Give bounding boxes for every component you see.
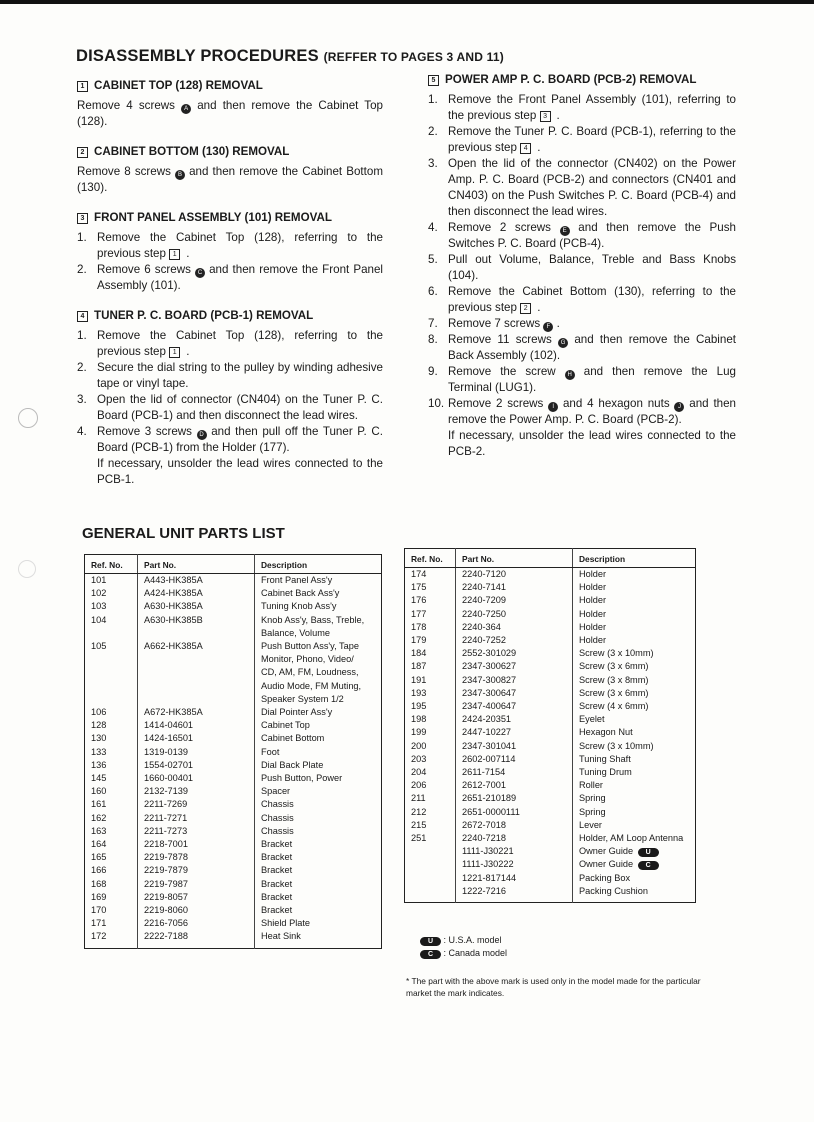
step: 2. Secure the dial string to the pulley by winding adhesive tape or vinyl tape. — [77, 361, 383, 390]
step-ref-box: 2 — [520, 303, 531, 314]
part-cell: 2447-10227 — [456, 726, 573, 739]
table-row — [85, 732, 382, 745]
part-cell: 2240-7141 — [456, 581, 573, 594]
desc-cell: Holder — [573, 594, 696, 607]
desc-cell: Screw (4 x 6mm) — [573, 700, 696, 713]
ref-cell: 168 — [91, 878, 107, 889]
part-cell: 2218-7001 — [138, 838, 255, 851]
part-cell: 2347-300647 — [456, 687, 573, 700]
desc-cell: Owner Guide C — [573, 858, 696, 871]
ref-cell: 195 — [411, 701, 427, 712]
canada-mark-icon: C — [638, 861, 659, 870]
part-cell: A443-HK385A — [138, 574, 255, 588]
desc-cell: Audio Mode, FM Muting, — [255, 680, 382, 693]
part-cell: A662-HK385A — [138, 640, 255, 653]
part-cell: 2240-7250 — [456, 608, 573, 621]
ref-cell: 199 — [411, 727, 427, 738]
ref-cell: 145 — [91, 773, 107, 784]
ref-cell: 104 — [91, 614, 107, 625]
desc-cell: Packing Box — [573, 872, 696, 885]
part-cell: 2216-7056 — [138, 917, 255, 930]
ref-cell: 212 — [411, 806, 427, 817]
table-row — [405, 779, 696, 792]
section-number-box: 3 — [77, 213, 88, 224]
desc-cell: Spacer — [255, 785, 382, 798]
desc-cell: Screw (3 x 8mm) — [573, 674, 696, 687]
desc-cell: Lever — [573, 819, 696, 832]
ref-cell: 179 — [411, 635, 427, 646]
ref-cell — [405, 858, 456, 871]
desc-cell: Holder — [573, 621, 696, 634]
ref-cell: 130 — [91, 733, 107, 744]
page-title: DISASSEMBLY PROCEDURES (REFFER TO PAGES 3 AND 11) — [76, 47, 504, 65]
part-cell: 2211-7273 — [138, 825, 255, 838]
desc-cell: Roller — [573, 779, 696, 792]
canada-mark-icon: C — [420, 950, 441, 959]
ref-cell — [405, 845, 456, 858]
ref-cell: 136 — [91, 759, 107, 770]
part-cell — [138, 653, 255, 666]
section-title: TUNER P. C. BOARD (PCB-1) REMOVAL — [94, 309, 314, 322]
section-number-box: 1 — [77, 81, 88, 92]
ref-cell: 106 — [91, 707, 107, 718]
section-number-box: 4 — [77, 311, 88, 322]
desc-cell: Heat Sink — [255, 930, 382, 943]
desc-cell: Dial Pointer Ass'y — [255, 706, 382, 719]
desc-cell: Push Button, Power — [255, 772, 382, 785]
step-ref-box: 3 — [540, 111, 551, 122]
desc-cell: Hexagon Nut — [573, 726, 696, 739]
col-header-desc: Description — [573, 549, 696, 568]
ref-cell: 166 — [91, 865, 107, 876]
screw-mark-icon: E — [560, 226, 570, 236]
part-cell: 2219-8057 — [138, 891, 255, 904]
table-row — [405, 581, 696, 594]
desc-cell: Speaker System 1/2 — [255, 693, 382, 706]
table-row — [85, 600, 382, 613]
table-row — [85, 653, 382, 666]
punch-hole-mark — [18, 560, 36, 578]
screw-mark-icon: I — [548, 402, 558, 412]
part-cell: 1424-16501 — [138, 732, 255, 745]
ref-cell: 171 — [91, 918, 107, 929]
legend — [418, 934, 507, 960]
part-cell: 1222-7216 — [456, 885, 573, 898]
parts-table-1 — [84, 554, 382, 949]
table-row — [405, 819, 696, 832]
page-title-ref: (REFFER TO PAGES 3 AND 11) — [323, 50, 504, 64]
step: 4. Remove 2 screws E and then remove the Push Switches P. C. Board (PCB-4). — [428, 221, 736, 250]
part-cell: 2240-7218 — [456, 832, 573, 845]
table-row — [85, 706, 382, 719]
desc-cell: Cabinet Bottom — [255, 732, 382, 745]
part-cell: 2219-7878 — [138, 851, 255, 864]
table-row — [85, 746, 382, 759]
table-row — [405, 885, 696, 898]
ref-cell — [85, 680, 138, 693]
ref-cell: 206 — [411, 780, 427, 791]
ref-cell: 164 — [91, 839, 107, 850]
part-cell: 2611-7154 — [456, 766, 573, 779]
ref-cell: 162 — [91, 812, 107, 823]
step: 2. Remove 6 screws C and then remove the Front Panel Assembly (101). — [77, 263, 383, 292]
desc-cell: Spring — [573, 792, 696, 805]
ref-cell: 203 — [411, 753, 427, 764]
ref-cell: 176 — [411, 595, 427, 606]
desc-cell: Chassis — [255, 798, 382, 811]
ref-cell: 204 — [411, 767, 427, 778]
part-cell: A424-HK385A — [138, 587, 255, 600]
part-cell: 1111-J30221 — [456, 845, 573, 858]
part-cell: 2651-0000111 — [456, 806, 573, 819]
table-row — [405, 608, 696, 621]
part-cell: 2219-7879 — [138, 864, 255, 877]
table-row — [85, 838, 382, 851]
part-cell: 1319-0139 — [138, 746, 255, 759]
desc-cell: Spring — [573, 806, 696, 819]
usa-mark-icon: U — [420, 937, 441, 946]
desc-cell: Push Button Ass'y, Tape — [255, 640, 382, 653]
step: 3. Open the lid of the connector (CN402) on the Power Amp. P. C. Board (PCB-2) and connectors (CN401 and CN403) on the Push Switches P. C. Board (PCB-4) and then disconnect the lead wires. — [428, 157, 736, 218]
ref-cell: 174 — [411, 569, 427, 579]
desc-cell: Holder — [573, 568, 696, 582]
ref-cell — [85, 653, 138, 666]
table-row — [85, 759, 382, 772]
desc-cell: Bracket — [255, 891, 382, 904]
step: 4. Remove 3 screws D and then pull off the Tuner P. C. Board (PCB-1) from the Holder (177). If necessary, unsolder the lead wires connected to the PCB-1. — [77, 425, 383, 486]
desc-cell: Tuning Knob Ass'y — [255, 600, 382, 613]
col-header-ref: Ref. No. — [405, 549, 456, 568]
ref-cell: 200 — [411, 740, 427, 751]
section-title: CABINET TOP (128) REMOVAL — [94, 79, 263, 92]
ref-cell: 184 — [411, 648, 427, 659]
section-3 — [77, 210, 383, 294]
nut-mark-icon: J — [674, 402, 684, 412]
table-row — [85, 851, 382, 864]
col-header-desc: Description — [255, 555, 382, 574]
desc-cell: Bracket — [255, 838, 382, 851]
ref-cell: 105 — [91, 641, 107, 652]
part-cell: 2219-8060 — [138, 904, 255, 917]
market-note: * The part with the above mark is used only in the model made for the particular market the mark indicates. — [406, 976, 701, 998]
table-row — [405, 713, 696, 726]
ref-cell: 193 — [411, 687, 427, 698]
ref-cell: 211 — [411, 793, 426, 804]
part-cell: 2651-210189 — [456, 792, 573, 805]
step: 1. Remove the Cabinet Top (128), referring to the previous step 1 . — [77, 231, 383, 260]
table-row — [405, 700, 696, 713]
desc-cell: Holder — [573, 634, 696, 647]
part-cell — [138, 693, 255, 706]
section-2 — [77, 144, 383, 196]
desc-cell: Chassis — [255, 812, 382, 825]
part-cell: 1554-02701 — [138, 759, 255, 772]
part-cell: 2240-7209 — [456, 594, 573, 607]
table-row — [85, 878, 382, 891]
table-spacer-row — [85, 944, 382, 949]
table-row — [85, 719, 382, 732]
section-title: CABINET BOTTOM (130) REMOVAL — [94, 145, 290, 158]
part-cell: 1414-04601 — [138, 719, 255, 732]
part-cell: 2347-300827 — [456, 674, 573, 687]
table-row — [405, 858, 696, 871]
table-row — [405, 806, 696, 819]
screw-mark-icon: D — [197, 430, 207, 440]
ref-cell: 170 — [91, 905, 107, 916]
step: 10. Remove 2 screws I and 4 hexagon nuts J and then remove the Power Amp. P. C. Board (PCB-2). If necessary, unsolder the lead wires connected to the PCB-2. — [428, 397, 737, 458]
ref-cell: 175 — [411, 582, 427, 593]
usa-mark-icon: U — [638, 848, 659, 857]
col-header-ref: Ref. No. — [85, 555, 138, 574]
desc-cell: Chassis — [255, 825, 382, 838]
table-row — [85, 574, 382, 588]
table-row — [85, 917, 382, 930]
section-text: Remove 8 screws B and then remove the Cabinet Bottom (130). — [77, 165, 383, 194]
punch-hole-mark — [18, 408, 38, 428]
legend-canada: C : Canada model — [418, 947, 507, 960]
right-column — [428, 72, 736, 474]
parts-table-2 — [404, 548, 696, 903]
table-spacer-row — [405, 898, 696, 903]
table-row — [405, 753, 696, 766]
part-cell: 2240-7252 — [456, 634, 573, 647]
desc-cell: Bracket — [255, 864, 382, 877]
step: 6. Remove the Cabinet Bottom (130), referring to the previous step 2 . — [428, 285, 736, 314]
table-row — [405, 740, 696, 753]
step: 1. Remove the Front Panel Assembly (101), referring to the previous step 3 . — [428, 93, 736, 122]
ref-cell: 163 — [91, 825, 107, 836]
col-header-part: Part No. — [138, 555, 255, 574]
part-cell: 2602-007114 — [456, 753, 573, 766]
ref-cell: 187 — [411, 661, 427, 672]
part-cell: 2347-301041 — [456, 740, 573, 753]
part-cell: A630-HK385B — [138, 614, 255, 627]
table-row — [405, 726, 696, 739]
screw-mark-icon: G — [558, 338, 568, 348]
step-ref-box: 4 — [520, 143, 531, 154]
table-row — [85, 891, 382, 904]
step: 8. Remove 11 screws G and then remove the Cabinet Back Assembly (102). — [428, 333, 736, 362]
desc-cell: Balance, Volume — [255, 627, 382, 640]
ref-cell: 251 — [411, 833, 427, 844]
ref-cell: 177 — [411, 608, 427, 619]
part-cell: 2347-300627 — [456, 660, 573, 673]
part-cell — [138, 680, 255, 693]
step-ref-box: 1 — [169, 347, 180, 358]
table-row — [85, 680, 382, 693]
desc-cell: Packing Cushion — [573, 885, 696, 898]
part-cell: 2612-7001 — [456, 779, 573, 792]
legend-usa: U : U.S.A. model — [418, 934, 507, 947]
top-rule — [0, 0, 814, 4]
screw-mark-icon: F — [543, 322, 553, 332]
desc-cell: Holder, AM Loop Antenna — [573, 832, 696, 845]
part-cell: 2211-7269 — [138, 798, 255, 811]
desc-cell: Shield Plate — [255, 917, 382, 930]
ref-cell: 102 — [91, 588, 107, 599]
desc-cell: Monitor, Phono, Video/ — [255, 653, 382, 666]
step: 7. Remove 7 screws F . — [428, 317, 560, 330]
part-cell: 2211-7271 — [138, 812, 255, 825]
table-row — [405, 594, 696, 607]
ref-cell: 133 — [91, 746, 107, 757]
col-header-part: Part No. — [456, 549, 573, 568]
table-row — [405, 647, 696, 660]
desc-cell: Eyelet — [573, 713, 696, 726]
section-5 — [428, 72, 736, 460]
ref-cell: 128 — [91, 720, 107, 731]
step: 3. Open the lid of connector (CN404) on the Tuner P. C. Board (PCB-1) and then disconnect the lead wires. — [77, 393, 383, 422]
ref-cell: 172 — [91, 931, 107, 942]
ref-cell: 215 — [411, 819, 427, 830]
part-cell: 2132-7139 — [138, 785, 255, 798]
part-cell: 2552-301029 — [456, 647, 573, 660]
table-row — [85, 930, 382, 943]
screw-mark-icon: A — [181, 104, 191, 114]
desc-cell: Cabinet Top — [255, 719, 382, 732]
desc-cell: Owner Guide U — [573, 845, 696, 858]
table-row — [405, 766, 696, 779]
table-row — [405, 872, 696, 885]
table-row — [405, 568, 696, 582]
desc-cell: Bracket — [255, 851, 382, 864]
step: 2. Remove the Tuner P. C. Board (PCB-1), referring to the previous step 4 . — [428, 125, 736, 154]
desc-cell: Holder — [573, 581, 696, 594]
desc-cell: Cabinet Back Ass'y — [255, 587, 382, 600]
desc-cell: Screw (3 x 10mm) — [573, 647, 696, 660]
part-cell: 1111-J30222 — [456, 858, 573, 871]
ref-cell: 178 — [411, 621, 427, 632]
parts-list-title: GENERAL UNIT PARTS LIST — [82, 525, 285, 542]
ref-cell: 198 — [411, 714, 427, 725]
step: 5. Pull out Volume, Balance, Treble and Bass Knobs (104). — [428, 253, 736, 282]
table-row — [85, 614, 382, 627]
screw-mark-icon: C — [195, 268, 205, 278]
ref-cell — [85, 693, 138, 706]
part-cell: 2240-7120 — [456, 568, 573, 582]
table-row — [405, 832, 696, 845]
ref-cell: 191 — [411, 674, 427, 685]
part-cell: 2347-400647 — [456, 700, 573, 713]
ref-cell — [85, 627, 138, 640]
table-row — [85, 587, 382, 600]
ref-cell: 161 — [91, 799, 107, 810]
table-row — [405, 687, 696, 700]
table-row — [85, 693, 382, 706]
part-cell: A672-HK385A — [138, 706, 255, 719]
part-cell: A630-HK385A — [138, 600, 255, 613]
step: 9. Remove the screw H and then remove the Lug Terminal (LUG1). — [428, 365, 736, 394]
part-cell: 2219-7987 — [138, 878, 255, 891]
part-cell: 2222-7188 — [138, 930, 255, 943]
desc-cell: Dial Back Plate — [255, 759, 382, 772]
desc-cell: Bracket — [255, 878, 382, 891]
desc-cell: Screw (3 x 6mm) — [573, 660, 696, 673]
desc-cell: Front Panel Ass'y — [255, 574, 382, 588]
part-cell — [138, 627, 255, 640]
table-row — [85, 785, 382, 798]
ref-cell — [405, 885, 456, 898]
screw-mark-icon: H — [565, 370, 575, 380]
section-4 — [77, 308, 383, 488]
desc-cell: Tuning Drum — [573, 766, 696, 779]
section-number-box: 5 — [428, 75, 439, 86]
ref-cell: 103 — [91, 601, 107, 612]
step-ref-box: 1 — [169, 249, 180, 260]
section-title: POWER AMP P. C. BOARD (PCB-2) REMOVAL — [445, 73, 697, 86]
section-number-box: 2 — [77, 147, 88, 158]
table-row — [85, 666, 382, 679]
section-1 — [77, 78, 383, 130]
desc-cell: CD, AM, FM, Loudness, — [255, 666, 382, 679]
table-row — [85, 640, 382, 653]
step: 1. Remove the Cabinet Top (128), referring to the previous step 1 . — [77, 329, 383, 358]
table-row — [85, 904, 382, 917]
table-row — [405, 634, 696, 647]
ref-cell — [85, 666, 138, 679]
table-row — [405, 845, 696, 858]
table-row — [405, 621, 696, 634]
part-cell: 2672-7018 — [456, 819, 573, 832]
section-text: Remove 4 screws A and then remove the Cabinet Top (128). — [77, 99, 383, 128]
desc-cell: Screw (3 x 10mm) — [573, 740, 696, 753]
ref-cell: 165 — [91, 852, 107, 863]
part-cell: 1221-817144 — [456, 872, 573, 885]
ref-cell — [405, 872, 456, 885]
part-cell: 2424-20351 — [456, 713, 573, 726]
table-row — [85, 825, 382, 838]
desc-cell: Bracket — [255, 904, 382, 917]
table-row — [405, 660, 696, 673]
screw-mark-icon: B — [175, 170, 185, 180]
part-cell: 1660-00401 — [138, 772, 255, 785]
table-row — [405, 674, 696, 687]
part-cell: 2240-364 — [456, 621, 573, 634]
desc-cell: Holder — [573, 608, 696, 621]
ref-cell: 160 — [91, 786, 107, 797]
desc-cell: Knob Ass'y, Bass, Treble, — [255, 614, 382, 627]
table-row — [85, 627, 382, 640]
section-title: FRONT PANEL ASSEMBLY (101) REMOVAL — [94, 211, 332, 224]
ref-cell: 169 — [91, 891, 107, 902]
table-row — [85, 798, 382, 811]
table-row — [85, 864, 382, 877]
desc-cell: Tuning Shaft — [573, 753, 696, 766]
table-row — [405, 792, 696, 805]
table-row — [85, 772, 382, 785]
table-row — [85, 812, 382, 825]
left-column — [77, 78, 383, 502]
desc-cell: Screw (3 x 6mm) — [573, 687, 696, 700]
desc-cell: Foot — [255, 746, 382, 759]
ref-cell: 101 — [91, 575, 107, 585]
part-cell — [138, 666, 255, 679]
